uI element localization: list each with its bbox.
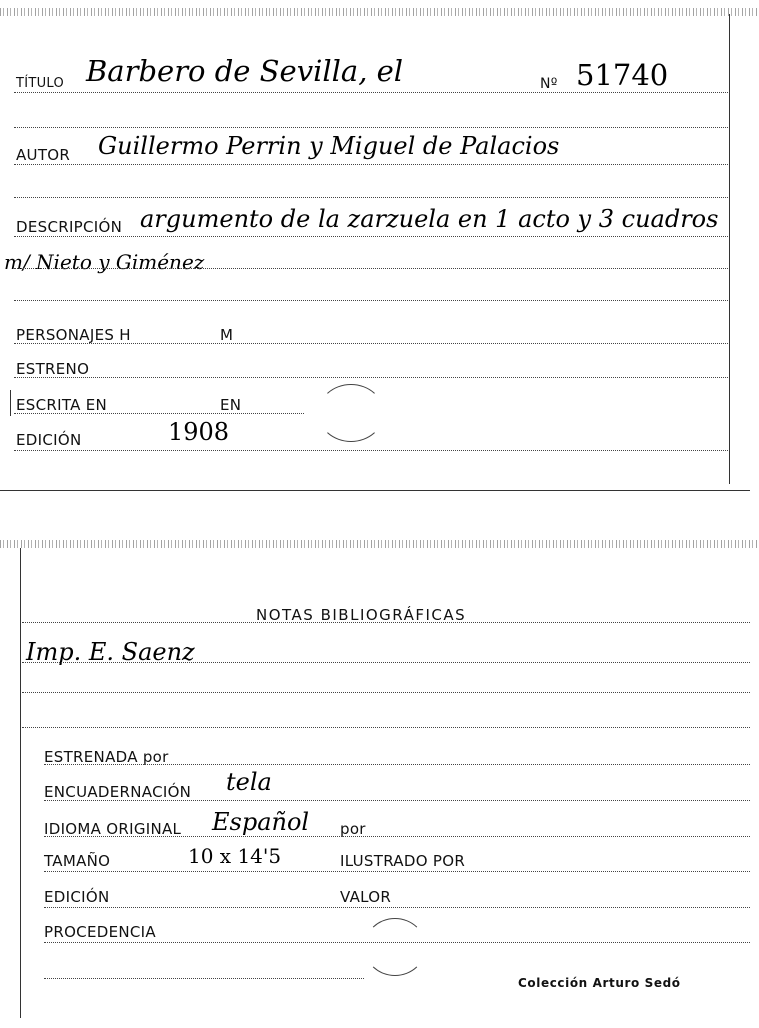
- card2-top-edge: [0, 540, 759, 548]
- notas-value: Imp. E. Saenz: [26, 638, 195, 666]
- autor-label: AUTOR: [16, 146, 71, 164]
- edicion-label: EDICIÓN: [16, 431, 82, 449]
- blank-line-2: [14, 197, 728, 198]
- notas-label: NOTAS BIBLIOGRÁFICAS: [256, 606, 467, 624]
- escrita-line: [14, 413, 304, 414]
- descripcion-value-2: m/ Nieto y Giménez: [4, 250, 205, 274]
- numero-value: 51740: [576, 58, 669, 92]
- personajes-label: PERSONAJES H: [16, 326, 131, 344]
- card-top-edge: [0, 8, 759, 16]
- blank-line-3: [14, 300, 728, 301]
- idioma-label: IDIOMA ORIGINAL: [44, 820, 182, 838]
- titulo-value: Barbero de Sevilla, el: [86, 54, 404, 88]
- blank-line-5: [22, 727, 750, 728]
- valor-label: VALOR: [340, 888, 392, 906]
- idioma-line: [44, 836, 750, 837]
- card2-left-border: [20, 548, 21, 1018]
- descripcion-value-1: argumento de la zarzuela en 1 acto y 3 cuadros: [140, 205, 719, 233]
- estreno-line: [14, 377, 728, 378]
- tamano-line: [44, 871, 750, 872]
- tamano-label: TAMAÑO: [44, 852, 111, 870]
- escrita-en-label: EN: [220, 396, 242, 414]
- estrenada-label: ESTRENADA por: [44, 748, 169, 766]
- card1-bottom-edge: [0, 490, 750, 491]
- procedencia-label: PROCEDENCIA: [44, 923, 156, 941]
- catalog-card-bottom: [0, 540, 759, 1028]
- autor-line: [14, 164, 728, 165]
- blank-line-1: [14, 127, 728, 128]
- edicion2-label: EDICIÓN: [44, 888, 110, 906]
- blank-line-4: [22, 692, 750, 693]
- descripcion-line-2: [14, 268, 728, 269]
- estreno-label: ESTRENO: [16, 360, 90, 378]
- autor-value: Guillermo Perrin y Miguel de Palacios: [98, 132, 560, 160]
- titulo-line: [14, 92, 728, 93]
- blank-line-6: [44, 978, 364, 979]
- estrenada-line: [44, 764, 750, 765]
- titulo-label: TÍTULO: [16, 76, 65, 91]
- descripcion-line-1: [14, 236, 728, 237]
- personajes-m-label: M: [220, 326, 234, 344]
- catalog-card-top: [0, 0, 759, 495]
- card-right-border: [729, 14, 730, 484]
- tamano-value: 10 x 14'5: [188, 844, 282, 868]
- encuadernacion-value: tela: [226, 768, 272, 796]
- stamp-circle-2: [364, 918, 426, 976]
- encuadernacion-label: ENCUADERNACIÓN: [44, 783, 192, 801]
- numero-label: Nº: [540, 76, 558, 92]
- escrita-label: ESCRITA EN: [16, 396, 108, 414]
- ilustrado-label: ILUSTRADO POR: [340, 852, 466, 870]
- stamp-circle: [318, 384, 384, 442]
- edicion2-line: [44, 907, 750, 908]
- margin-mark: [10, 390, 11, 416]
- descripcion-label: DESCRIPCIÓN: [16, 218, 123, 236]
- notas-line: [22, 622, 750, 623]
- edicion-value: 1908: [168, 418, 230, 446]
- encuadernacion-line: [44, 800, 750, 801]
- idioma-value: Español: [212, 808, 310, 836]
- edicion-line: [14, 450, 728, 451]
- collection-credit: Colección Arturo Sedó: [518, 976, 681, 990]
- por-label: por: [340, 820, 366, 838]
- personajes-line: [14, 343, 728, 344]
- notas-value-line: [22, 662, 750, 663]
